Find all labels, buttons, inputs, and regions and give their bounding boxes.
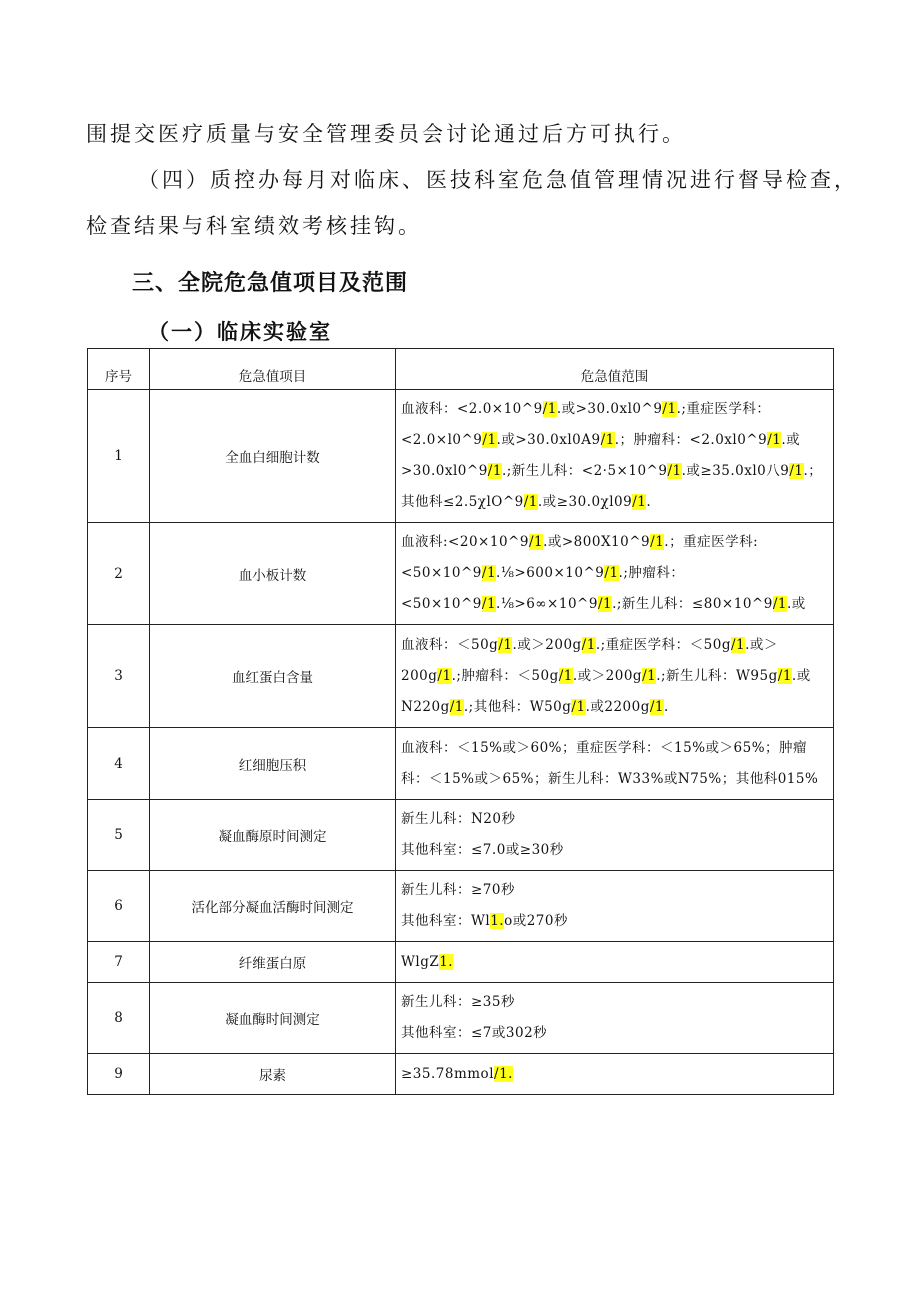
cell-range — [396, 390, 834, 523]
cell-range — [396, 800, 834, 871]
cell-range — [396, 871, 834, 942]
cell-range — [396, 1054, 834, 1095]
cell-range — [396, 523, 834, 625]
table-row — [88, 983, 834, 1054]
range-text: 新生儿科：≥70秒 — [401, 882, 515, 898]
cell-item: 红细胞压积 — [150, 728, 396, 800]
range-text: .或2200g — [585, 698, 650, 715]
highlighted-unit: /1 — [600, 432, 615, 448]
highlighted-unit: /1 — [650, 534, 665, 550]
range-text: .或>30.0xl0^9 — [556, 401, 663, 417]
range-text: 血液科：<2.0×10^9 — [401, 401, 543, 417]
highlighted-unit: /1 — [767, 432, 782, 448]
cell-no: 8 — [88, 983, 150, 1054]
range-text: .;新生儿科：<2·5×10^9 — [501, 463, 668, 479]
table-row — [88, 800, 834, 871]
range-text: .⅛>6∞×10^9 — [496, 596, 598, 612]
range-text: .;其他科：W50g — [463, 698, 572, 715]
range-line: 新生儿科：≥35秒 — [401, 994, 515, 1010]
highlighted-unit: /1 — [632, 494, 647, 510]
range-line: 其他科室：≤7.0或≥30秒 — [401, 842, 564, 858]
range-text: .；重症医学科:<50×10^9 — [401, 534, 759, 581]
range-text: .;新生儿科：≤80×10^9 — [612, 596, 773, 612]
cell-no: 2 — [88, 523, 150, 625]
cell-range — [396, 625, 834, 728]
cell-item: 凝血酶原时间测定 — [150, 800, 396, 871]
range-text: .或>30.0xl0^9 — [401, 432, 801, 479]
highlighted-unit: /1 — [437, 667, 452, 684]
highlighted-unit: /1 — [487, 463, 502, 479]
table-body — [88, 390, 834, 1095]
highlighted-unit: /1 — [581, 636, 596, 653]
highlighted-unit: /1 — [481, 565, 497, 581]
highlighted-unit: /1 — [498, 636, 513, 653]
range-text: o或270秒 — [504, 913, 568, 929]
range-text: .或>30.0xl0A9 — [496, 432, 601, 448]
highlighted-unit: /1 — [528, 534, 544, 550]
subsection-heading: （一）临床实验室 — [148, 319, 332, 344]
range-text: .或 — [786, 596, 806, 612]
cell-no: 9 — [88, 1054, 150, 1095]
highlighted-unit: 1. — [439, 953, 454, 970]
header-item: 危急值项目 — [150, 349, 396, 390]
table-row — [88, 871, 834, 942]
cell-no: 1 — [88, 390, 150, 523]
highlighted-unit: /1 — [649, 698, 664, 715]
cell-item: 全血白细胞计数 — [150, 390, 396, 523]
range-text: .或N220g — [401, 667, 811, 715]
range-line: 新生儿科：N20秒 — [401, 811, 516, 827]
highlighted-unit: /1 — [523, 494, 538, 510]
highlighted-unit: /1 — [777, 667, 792, 684]
highlighted-unit: /1 — [730, 636, 746, 653]
cell-no: 7 — [88, 942, 150, 983]
table-row — [88, 625, 834, 728]
cell-item: 血小板计数 — [150, 523, 396, 625]
range-text: .或＞200g — [572, 667, 643, 684]
table-row — [88, 523, 834, 625]
range-text: 血液科：＜50g — [401, 636, 499, 653]
highlighted-unit: /1 — [597, 596, 613, 612]
cell-no: 5 — [88, 800, 150, 871]
highlighted-unit: /1 — [481, 596, 497, 612]
highlighted-unit: /1 — [449, 698, 464, 715]
cell-item: 纤维蛋白原 — [150, 942, 396, 983]
highlighted-unit: /1 — [662, 401, 677, 417]
highlighted-unit: /1 — [604, 565, 619, 581]
range-text: .;肿瘤科：＜50g — [451, 667, 559, 684]
table-row — [88, 390, 834, 523]
cell-item: 凝血酶时间测定 — [150, 983, 396, 1054]
range-text: 血液科:<20×10^9 — [401, 534, 529, 550]
range-text: .;新生儿科：W95g — [656, 667, 778, 684]
highlighted-unit: / — [542, 401, 548, 417]
cell-range — [396, 983, 834, 1054]
highlighted-unit: 1 — [547, 401, 557, 417]
table-header-row — [88, 349, 834, 390]
range-text: ≥35.78mmol — [401, 1065, 495, 1082]
range-text: .;重症医学科：＜50g — [595, 636, 731, 653]
range-text: . — [664, 698, 669, 715]
highlighted-unit: /1 — [571, 698, 586, 715]
critical-value-table — [87, 348, 834, 1095]
table-row — [88, 942, 834, 983]
range-text: 血液科：＜15%或＞60%；重症医学科：＜15%或＞65%；肿瘤科：＜15%或＞65%；新生儿科：W33%或N75%；其他科015% — [401, 739, 819, 787]
range-text: 其他科室：Wl — [401, 913, 491, 929]
header-no: 序号 — [88, 349, 150, 390]
range-text: WlgZ — [401, 953, 440, 970]
highlighted-unit: /1. — [494, 1065, 513, 1082]
range-text: .或＞200g — [401, 636, 778, 684]
cell-no: 3 — [88, 625, 150, 728]
highlighted-unit: 1. — [490, 913, 505, 929]
range-text: .;重症医学科：<2.0×l0^9 — [401, 401, 771, 448]
range-text: .或≥30.0χl09 — [537, 494, 633, 510]
cell-range — [396, 942, 834, 983]
cell-range — [396, 728, 834, 800]
highlighted-unit: /1 — [772, 596, 787, 612]
range-text: .;肿瘤科：<50×10^9 — [401, 565, 685, 612]
range-text: .⅛>600×10^9 — [496, 565, 605, 581]
highlighted-unit: /1 — [642, 667, 657, 684]
table-row — [88, 728, 834, 800]
range-text: .或≥35.0xl0八9 — [681, 463, 790, 479]
header-range: 危急值范围 — [396, 349, 834, 390]
range-text: .或>800X10^9 — [543, 534, 651, 550]
range-text: . — [646, 494, 652, 510]
range-line: 其他科室：≤7或302秒 — [401, 1025, 548, 1041]
range-text: .；肿瘤科：<2.0xl0^9 — [614, 432, 768, 448]
cell-no: 4 — [88, 728, 150, 800]
highlighted-unit: /1 — [789, 463, 804, 479]
highlighted-unit: /1 — [558, 667, 573, 684]
paragraph-continuation: 围提交医疗质量与安全管理委员会讨论通过后方可执行。 — [86, 122, 686, 146]
highlighted-unit: /1 — [667, 463, 682, 479]
cell-item: 活化部分凝血活酶时间测定 — [150, 871, 396, 942]
highlighted-unit: /1 — [482, 432, 497, 448]
cell-item: 尿素 — [150, 1054, 396, 1095]
paragraph-item-four: （四）质控办每月对临床、医技科室危急值管理情况进行督导检查， — [138, 168, 858, 192]
section-heading: 三、全院危急值项目及范围 — [132, 271, 409, 296]
table-row — [88, 1054, 834, 1095]
cell-item: 血红蛋白含量 — [150, 625, 396, 728]
cell-no: 6 — [88, 871, 150, 942]
range-text: .；其他科≤2.5χlO^9 — [401, 463, 823, 510]
range-text: .或＞200g — [512, 636, 582, 653]
paragraph-item-four-end: 检查结果与科室绩效考核挂钩。 — [86, 214, 422, 238]
